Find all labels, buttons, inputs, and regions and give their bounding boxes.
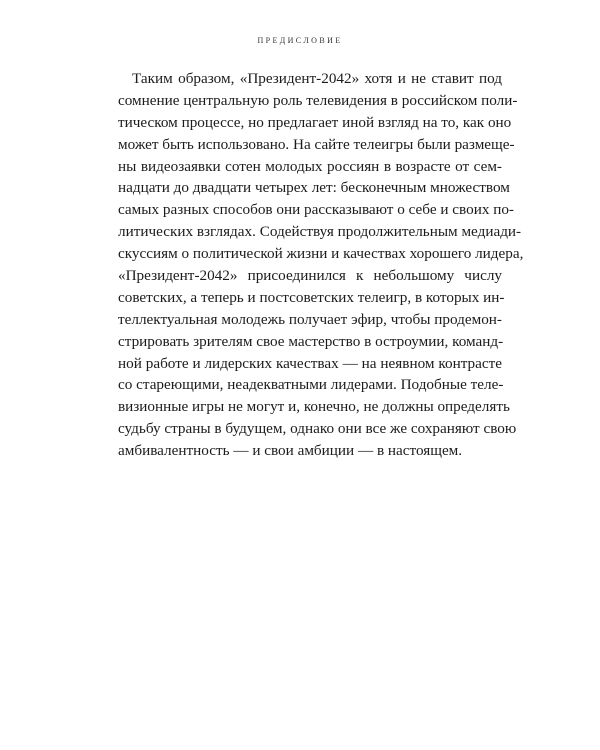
text-line: скуссиям о политической жизни и качествах хорошего лидера, (118, 245, 524, 263)
text-line: может быть использовано. На сайте телеигры были размеще- (118, 135, 515, 153)
text-line: «Президент-2042» присоединился к небольшому числу (118, 267, 502, 285)
text-line: Таким образом, «Президент-2042» хотя и не ставит под (132, 70, 502, 87)
text-line: надцати до двадцати четырех лет: бесконечным множеством (118, 179, 510, 197)
text-line: тическом процессе, но предлагает иной взгляд на то, как оно (118, 113, 512, 131)
text-line: теллектуальная молодежь получает эфир, чтобы продемон- (118, 310, 502, 328)
text-line: визионные игры не могут и, конечно, не должны определять (118, 398, 510, 416)
body-paragraph (118, 68, 524, 462)
text-line: ны видеозаявки сотен молодых россиян в возрасте от сем- (118, 157, 502, 175)
text-line: советских, а теперь и постсоветских телеигр, в которых ин- (118, 288, 505, 306)
text-line: амбивалентность — и свои амбиции — в настоящем. (118, 442, 463, 460)
running-head: ПРЕДИСЛОВИЕ (257, 36, 343, 45)
text-line: самых разных способов они рассказывают о себе и своих по- (118, 201, 514, 219)
text-line: ной работе и лидерских качествах — на неявном контрасте (118, 354, 502, 372)
text-line: судьбу страны в будущем, однако они все же сохраняют свою (118, 420, 517, 438)
text-line: литических взглядах. Содействуя продолжительным медиади- (118, 223, 522, 241)
text-line: со стареющими, неадекватными лидерами. Подобные теле- (118, 376, 504, 394)
text-line: стрировать зрителям свое мастерство в остроумии, команд- (118, 332, 504, 350)
text-line: сомнение центральную роль телевидения в российском поли- (118, 91, 518, 109)
